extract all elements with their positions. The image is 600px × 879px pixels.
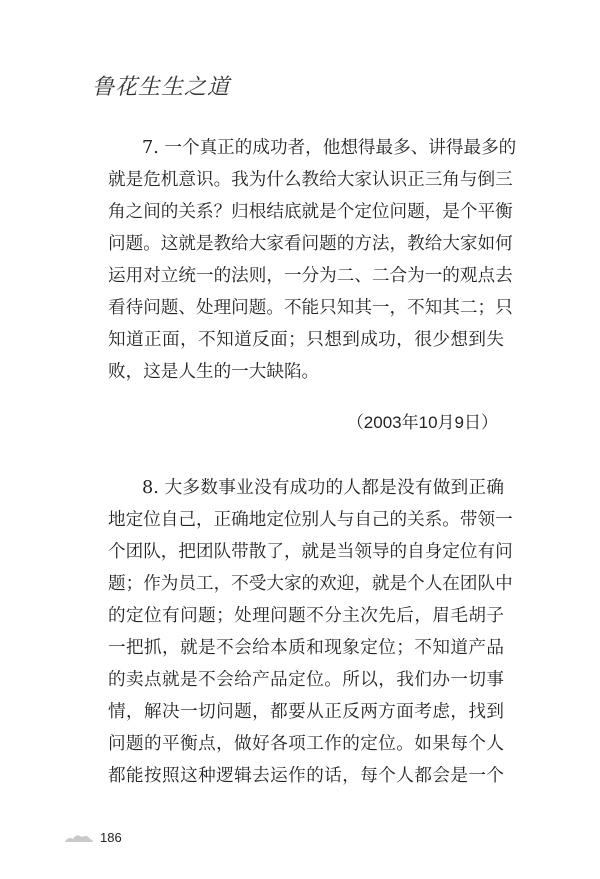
paragraph-line: 个团队，把团队带散了，就是当领导的自身定位有问 <box>108 542 513 562</box>
paragraph-line: 问题。这就是教给大家看问题的方法，教给大家如何 <box>108 234 513 254</box>
paragraph-line: 7. 一个真正的成功者，他想得最多、讲得最多的 <box>142 138 517 158</box>
paragraph-line: 知道正面，不知道反面；只想到成功，很少想到失 <box>108 330 504 350</box>
paragraph-line: 情，解决一切问题，都要从正反两方面考虑，找到 <box>108 702 504 722</box>
paragraph-line: 都能按照这种逻辑去运作的话，每个人都会是一个 <box>108 766 504 786</box>
paragraph-line: 败，这是人生的一大缺陷。 <box>108 362 320 382</box>
paragraph-line: 看待问题、处理问题。不能只知其一，不知其二；只 <box>108 298 513 318</box>
running-head-title: 鲁花生生之道 <box>92 75 231 100</box>
page-number: 186 <box>100 830 122 845</box>
paragraph-line: 运用对立统一的法则，一分为二、二合为一的观点去 <box>108 266 513 286</box>
paragraph-line: 题；作为员工，不受大家的欢迎，就是个人在团队中 <box>108 574 513 594</box>
paragraph-8 <box>108 472 513 792</box>
page-footer <box>64 830 122 845</box>
paragraph-line: 地定位自己，正确地定位别人与自己的关系。带领一 <box>108 510 513 530</box>
paragraph-line: 角之间的关系？归根结底就是个定位问题，是个平衡 <box>108 202 513 222</box>
paragraph-line: 的定位有问题；处理问题不分主次先后，眉毛胡子 <box>108 606 504 626</box>
paragraph-7 <box>108 132 517 388</box>
paragraph-line: 的卖点就是不会给产品定位。所以，我们办一切事 <box>108 670 504 690</box>
paragraph-line: 一把抓，就是不会给本质和现象定位；不知道产品 <box>108 638 504 658</box>
paragraph-line: 8. 大多数事业没有成功的人都是没有做到正确 <box>142 478 504 498</box>
paragraph-line: 就是危机意识。我为什么教给大家认识正三角与倒三 <box>108 170 513 190</box>
cloud-ornament-icon <box>64 832 94 844</box>
date-note: （2003年10月9日） <box>346 413 498 432</box>
paragraph-line: 问题的平衡点，做好各项工作的定位。如果每个人 <box>108 734 504 754</box>
